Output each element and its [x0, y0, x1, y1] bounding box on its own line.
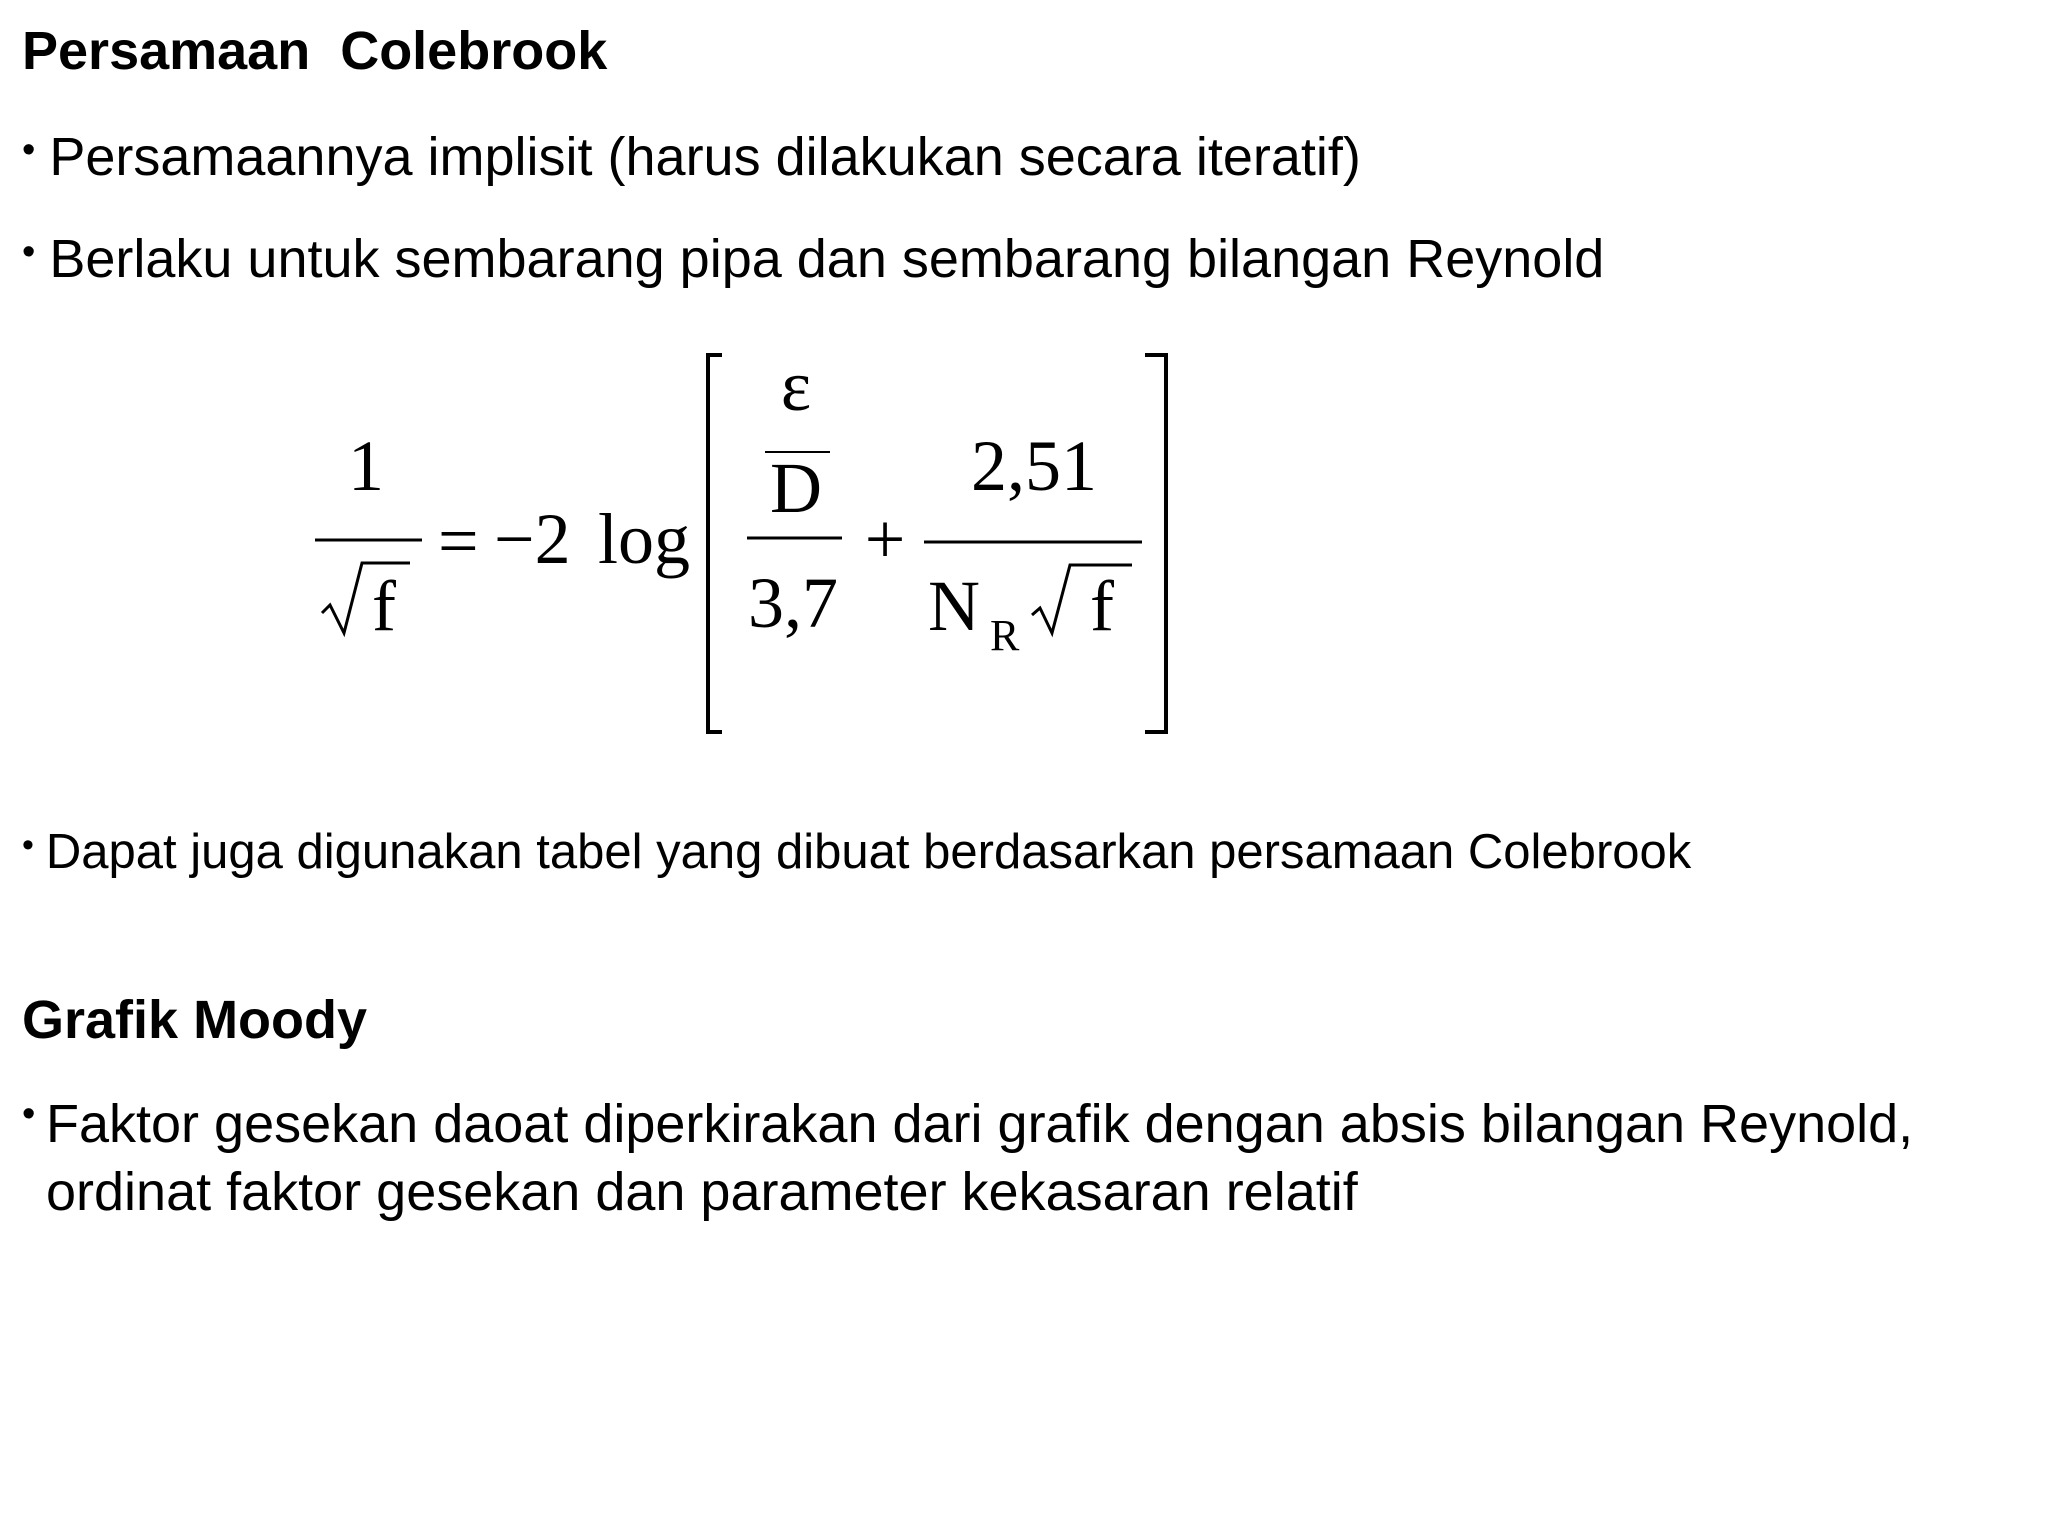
- bullet-text: Persamaannya implisit (harus dilakukan secara iteratif): [49, 127, 1361, 187]
- bullet-text-line-2: ordinat faktor gesekan dan parameter kekasaran relatif: [46, 1162, 1358, 1222]
- left-bracket: [708, 355, 722, 732]
- lhs-sqrt-icon: [322, 563, 410, 633]
- reynolds-subscript: R: [990, 611, 1020, 660]
- bullet-dot: •: [22, 230, 36, 273]
- reynolds-symbol: N: [928, 566, 980, 646]
- coefficient: −2: [494, 499, 571, 579]
- diameter-symbol: D: [770, 448, 822, 528]
- bullet-text-line-1: Faktor gesekan daoat diperkirakan dari grafik dengan absis bilangan Reynold,: [46, 1094, 1914, 1154]
- term2-numerator: 2,51: [971, 426, 1097, 506]
- colebrook-equation: [300, 345, 1180, 740]
- right-bracket: [1145, 355, 1166, 732]
- bullet-text: Berlaku untuk sembarang pipa dan sembarang bilangan Reynold: [49, 229, 1605, 289]
- bullet-text: Dapat juga digunakan tabel yang dibuat berdasarkan persamaan Colebrook: [45, 825, 1692, 879]
- bullet-moody-chart: [22, 1090, 1913, 1226]
- section-title-colebrook: Persamaan Colebrook: [22, 21, 608, 81]
- term2-f: f: [1090, 566, 1114, 646]
- equals-sign: =: [438, 501, 479, 581]
- bullet-dot: •: [22, 1093, 36, 1135]
- term2-sqrt-icon: [1032, 565, 1132, 633]
- section-title-moody: Grafik Moody: [22, 990, 368, 1050]
- bullet-dot: •: [22, 826, 34, 865]
- log-function: log: [598, 499, 691, 579]
- lhs-denominator: f: [372, 566, 396, 646]
- term1-denominator: 3,7: [748, 563, 838, 643]
- bullet-dot: •: [22, 128, 36, 171]
- plus-sign: +: [864, 499, 906, 579]
- bullet-applicability: [22, 229, 1605, 289]
- bullet-table-note: [22, 825, 1692, 879]
- bullet-implicit: [22, 127, 1361, 187]
- epsilon-symbol: ε: [780, 346, 812, 426]
- lhs-numerator: 1: [348, 426, 384, 506]
